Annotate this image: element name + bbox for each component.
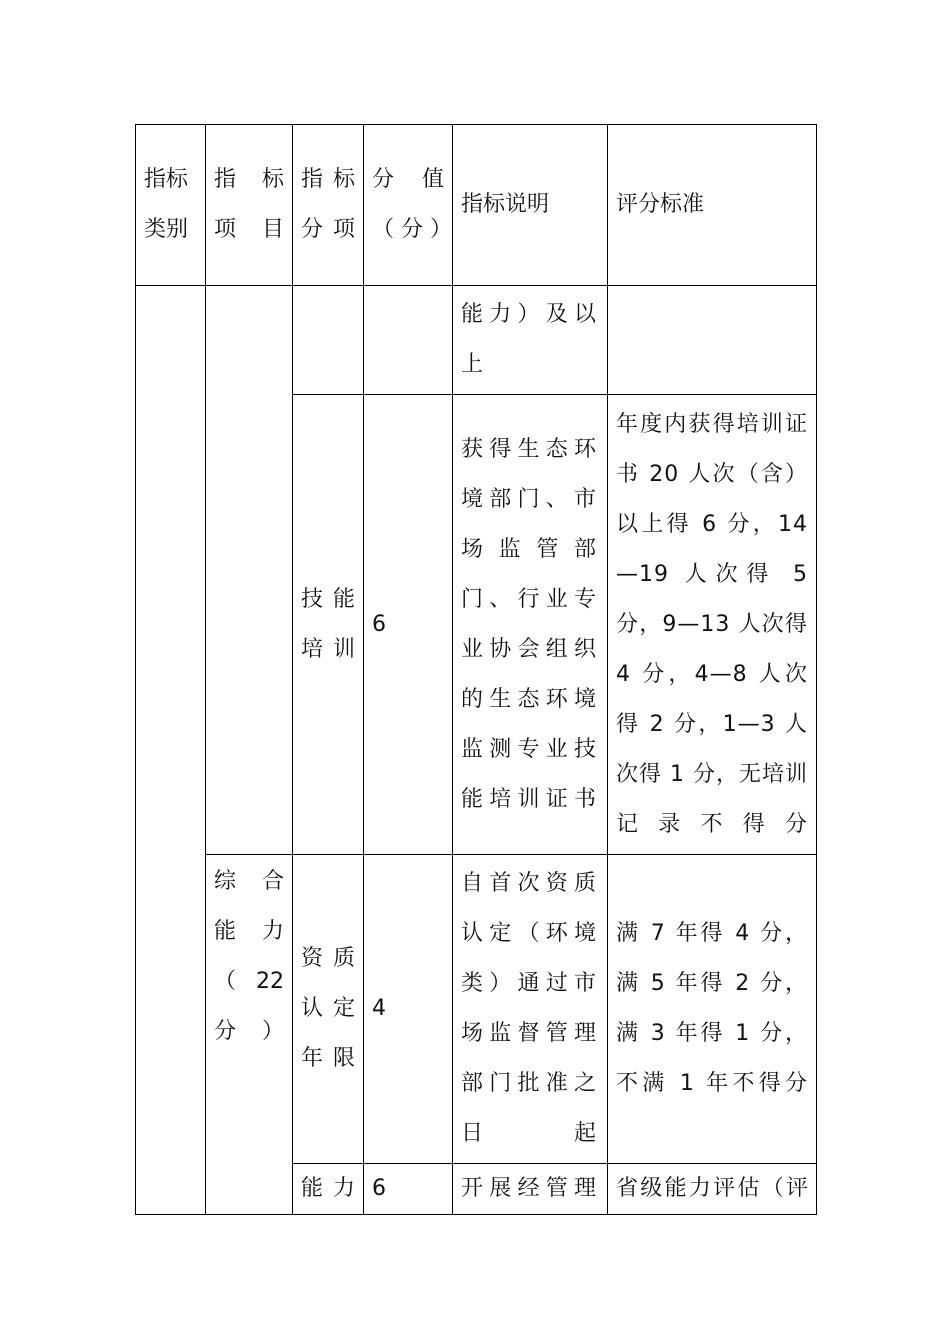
cell-description: 获得生态环境部门、市场监管部门、行业专业协会组织的生态环境监测专业技能培训证书 bbox=[453, 395, 608, 855]
header-subitem: 指标分项 bbox=[293, 125, 364, 286]
header-score: 分 值 （ 分 ） bbox=[364, 125, 453, 286]
header-item: 指 标 项目 bbox=[206, 125, 293, 286]
cell-subitem: 能力 bbox=[293, 1164, 364, 1215]
cell-score bbox=[364, 286, 453, 395]
cell-description: 开展经管理 bbox=[453, 1164, 608, 1215]
header-category: 指标类别 bbox=[136, 125, 206, 286]
table-row bbox=[136, 286, 817, 395]
cell-criteria bbox=[608, 286, 817, 395]
scoring-table bbox=[135, 124, 817, 1215]
header-description: 指标说明 bbox=[453, 125, 608, 286]
cell-category bbox=[136, 286, 206, 1215]
header-criteria: 评分标准 bbox=[608, 125, 817, 286]
cell-subitem: 资质认定年限 bbox=[293, 855, 364, 1164]
cell-score: 6 bbox=[364, 1164, 453, 1215]
cell-item bbox=[206, 286, 293, 855]
cell-score: 6 bbox=[364, 395, 453, 855]
cell-criteria: 年度内获得培训证书 20 人次（含）以上得 6 分，14—19 人次得 5 分，9—13 人次得 4 分，4—8 人次得 2 分，1—3 人次得 1 分，无培训记录不得分 bbox=[608, 395, 817, 855]
cell-score: 4 bbox=[364, 855, 453, 1164]
cell-description: 能力）及以上 bbox=[453, 286, 608, 395]
table-header-row bbox=[136, 125, 817, 286]
table-row bbox=[136, 855, 817, 1164]
cell-item: 综 合 能力 （ 22 分） bbox=[206, 855, 293, 1215]
cell-criteria: 省级能力评估（评 bbox=[608, 1164, 817, 1215]
cell-subitem bbox=[293, 286, 364, 395]
cell-subitem: 技能培训 bbox=[293, 395, 364, 855]
cell-criteria: 满 7 年得 4 分，满 5 年得 2 分，满 3 年得 1 分，不满 1 年不得分 bbox=[608, 855, 817, 1164]
cell-description: 自首次资质认定（环境类）通过市场监督管理部门批准之日起 bbox=[453, 855, 608, 1164]
